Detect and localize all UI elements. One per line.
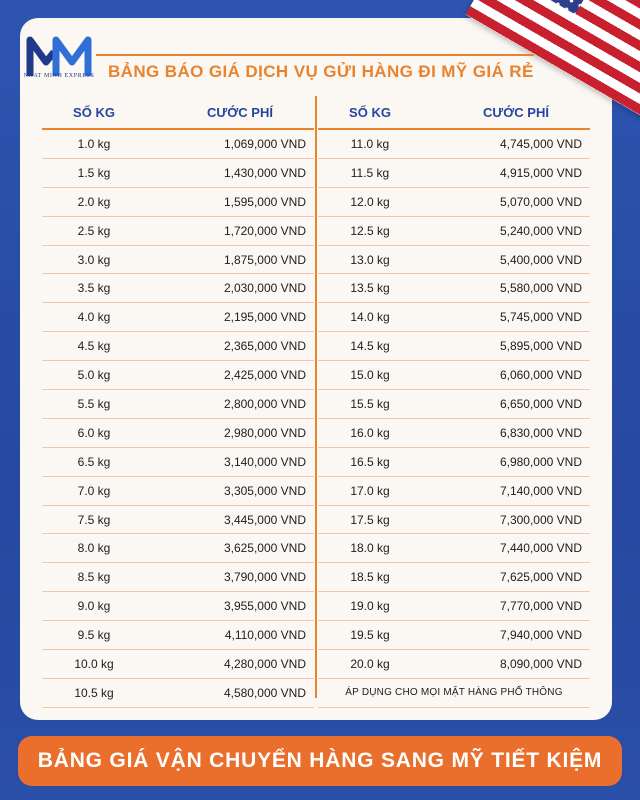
fee-cell: 4,110,000 VND	[224, 628, 306, 643]
fee-cell: 7,940,000 VND	[499, 628, 582, 643]
fee-cell: 1,069,000 VND	[223, 136, 306, 151]
table-row	[42, 592, 314, 621]
weight-cell: 1.0 kg	[77, 136, 111, 151]
table-row	[318, 592, 590, 621]
weight-cell: 19.0 kg	[350, 599, 390, 614]
header-kg: SỐ KG	[73, 104, 115, 120]
table-row	[42, 506, 314, 535]
fee-cell: 1,875,000 VND	[223, 252, 306, 267]
fee-cell: 3,625,000 VND	[223, 541, 306, 556]
fee-cell: 7,625,000 VND	[499, 570, 582, 585]
fee-cell: 4,580,000 VND	[223, 685, 306, 700]
table-row	[318, 390, 590, 419]
weight-cell: 15.0 kg	[350, 368, 390, 383]
table-row	[318, 130, 590, 159]
fee-cell: 5,240,000 VND	[499, 223, 582, 238]
table-row	[42, 448, 314, 477]
table-row	[318, 419, 590, 448]
weight-cell: 11.5 kg	[350, 165, 390, 180]
fee-cell: 8,090,000 VND	[499, 656, 582, 671]
weight-cell: 8.5 kg	[77, 570, 111, 585]
fee-cell: 2,980,000 VND	[223, 425, 306, 440]
fee-cell: 5,400,000 VND	[499, 252, 582, 267]
weight-cell: 4.0 kg	[77, 310, 111, 325]
weight-cell: 15.5 kg	[350, 396, 390, 411]
fee-cell: 5,745,000 VND	[499, 310, 582, 325]
weight-cell: 2.5 kg	[77, 223, 111, 238]
weight-cell: 11.0 kg	[350, 136, 390, 151]
table-row	[318, 448, 590, 477]
table-row	[318, 159, 590, 188]
weight-cell: 6.5 kg	[77, 454, 111, 469]
fee-cell: 7,440,000 VND	[499, 541, 582, 556]
weight-cell: 10.0 kg	[74, 656, 114, 671]
table-row	[318, 621, 590, 650]
weight-cell: 16.0 kg	[350, 425, 390, 440]
fee-cell: 3,790,000 VND	[223, 570, 306, 585]
weight-cell: 16.5 kg	[350, 454, 390, 469]
weight-cell: 3.0 kg	[77, 252, 111, 267]
table-row	[42, 419, 314, 448]
weight-cell: 8.0 kg	[77, 541, 111, 556]
fee-cell: 2,195,000 VND	[223, 310, 306, 325]
table-row	[318, 274, 590, 303]
title-rule	[96, 54, 534, 56]
table-row	[318, 650, 590, 679]
table-row	[42, 130, 314, 159]
weight-cell: 9.0 kg	[77, 599, 111, 614]
fee-cell: 4,745,000 VND	[499, 136, 582, 151]
table-row	[42, 274, 314, 303]
fee-cell: 6,650,000 VND	[499, 396, 582, 411]
fee-cell: 3,445,000 VND	[223, 512, 306, 527]
weight-cell: 12.0 kg	[350, 194, 390, 209]
table-row	[318, 563, 590, 592]
table-row	[42, 563, 314, 592]
fee-cell: 6,060,000 VND	[499, 368, 582, 383]
fee-cell: 1,595,000 VND	[223, 194, 306, 209]
weight-cell: 12.5 kg	[350, 223, 390, 238]
fee-cell: 6,980,000 VND	[499, 454, 582, 469]
fee-cell: 7,300,000 VND	[499, 512, 582, 527]
weight-cell: 5.5 kg	[77, 396, 111, 411]
price-table-right	[318, 96, 590, 708]
nhat-minh-logo-icon	[26, 32, 92, 88]
table-row	[42, 303, 314, 332]
weight-cell: 14.5 kg	[350, 339, 390, 354]
weight-cell: 7.5 kg	[77, 512, 111, 527]
table-divider	[315, 96, 317, 698]
weight-cell: 17.0 kg	[350, 483, 390, 498]
table-row	[42, 188, 314, 217]
table-row	[318, 188, 590, 217]
table-row	[318, 361, 590, 390]
weight-cell: 18.5 kg	[350, 570, 390, 585]
fee-cell: 2,800,000 VND	[223, 396, 306, 411]
table-row	[318, 332, 590, 361]
page-title: BẢNG BÁO GIÁ DỊCH VỤ GỬI HÀNG ĐI MỸ GIÁ RẺ	[108, 62, 534, 81]
weight-cell: 1.5 kg	[77, 165, 111, 180]
fee-cell: 5,895,000 VND	[499, 339, 582, 354]
weight-cell: 3.5 kg	[77, 281, 111, 296]
table-header	[318, 96, 590, 130]
fee-cell: 1,720,000 VND	[223, 223, 306, 238]
table-row	[42, 361, 314, 390]
fee-cell: 1,430,000 VND	[223, 165, 306, 180]
fee-cell: 7,770,000 VND	[499, 599, 582, 614]
table-row	[42, 332, 314, 361]
weight-cell: 9.5 kg	[77, 628, 111, 643]
fee-cell: 4,280,000 VND	[223, 656, 306, 671]
table-row	[42, 246, 314, 275]
table-row	[42, 534, 314, 563]
table-row	[42, 159, 314, 188]
table-row	[318, 477, 590, 506]
weight-cell: 19.5 kg	[350, 628, 390, 643]
table-row	[318, 506, 590, 535]
weight-cell: 17.5 kg	[350, 512, 390, 527]
weight-cell: 10.5 kg	[74, 685, 114, 700]
price-table-left	[42, 96, 314, 708]
applicability-note: ÁP DỤNG CHO MỌI MẶT HÀNG PHỔ THÔNG	[345, 687, 563, 699]
table-row	[318, 303, 590, 332]
header-fee: CƯỚC PHÍ	[483, 104, 549, 120]
weight-cell: 2.0 kg	[77, 194, 111, 209]
fee-cell: 2,030,000 VND	[223, 281, 306, 296]
logo-tagline: NHAT MINH EXPRESS	[23, 73, 95, 79]
fee-cell: 6,830,000 VND	[499, 425, 582, 440]
fee-cell: 3,955,000 VND	[223, 599, 306, 614]
weight-cell: 13.5 kg	[350, 281, 390, 296]
table-row	[42, 621, 314, 650]
fee-cell: 3,305,000 VND	[223, 483, 306, 498]
table-header	[42, 96, 314, 130]
weight-cell: 5.0 kg	[77, 368, 111, 383]
fee-cell: 5,580,000 VND	[499, 281, 582, 296]
weight-cell: 20.0 kg	[350, 656, 390, 671]
weight-cell: 13.0 kg	[350, 252, 390, 267]
table-row	[42, 650, 314, 679]
fee-cell: 3,140,000 VND	[223, 454, 306, 469]
fee-cell: 7,140,000 VND	[499, 483, 582, 498]
fee-cell: 4,915,000 VND	[499, 165, 582, 180]
bottom-banner	[18, 736, 622, 786]
table-row	[42, 217, 314, 246]
table-row	[42, 477, 314, 506]
fee-cell: 2,425,000 VND	[223, 368, 306, 383]
header-fee: CƯỚC PHÍ	[207, 104, 273, 120]
weight-cell: 7.0 kg	[77, 483, 111, 498]
table-row	[42, 390, 314, 419]
weight-cell: 14.0 kg	[350, 310, 390, 325]
weight-cell: 4.5 kg	[77, 339, 111, 354]
fee-cell: 5,070,000 VND	[499, 194, 582, 209]
table-row	[318, 679, 590, 708]
table-row	[318, 217, 590, 246]
header-kg: SỐ KG	[349, 104, 391, 120]
weight-cell: 18.0 kg	[350, 541, 390, 556]
table-row	[318, 534, 590, 563]
fee-cell: 2,365,000 VND	[223, 339, 306, 354]
table-row	[42, 679, 314, 708]
weight-cell: 6.0 kg	[77, 425, 111, 440]
banner-text: BẢNG GIÁ VẬN CHUYỂN HÀNG SANG MỸ TIẾT KIỆM	[37, 749, 603, 772]
table-row	[318, 246, 590, 275]
